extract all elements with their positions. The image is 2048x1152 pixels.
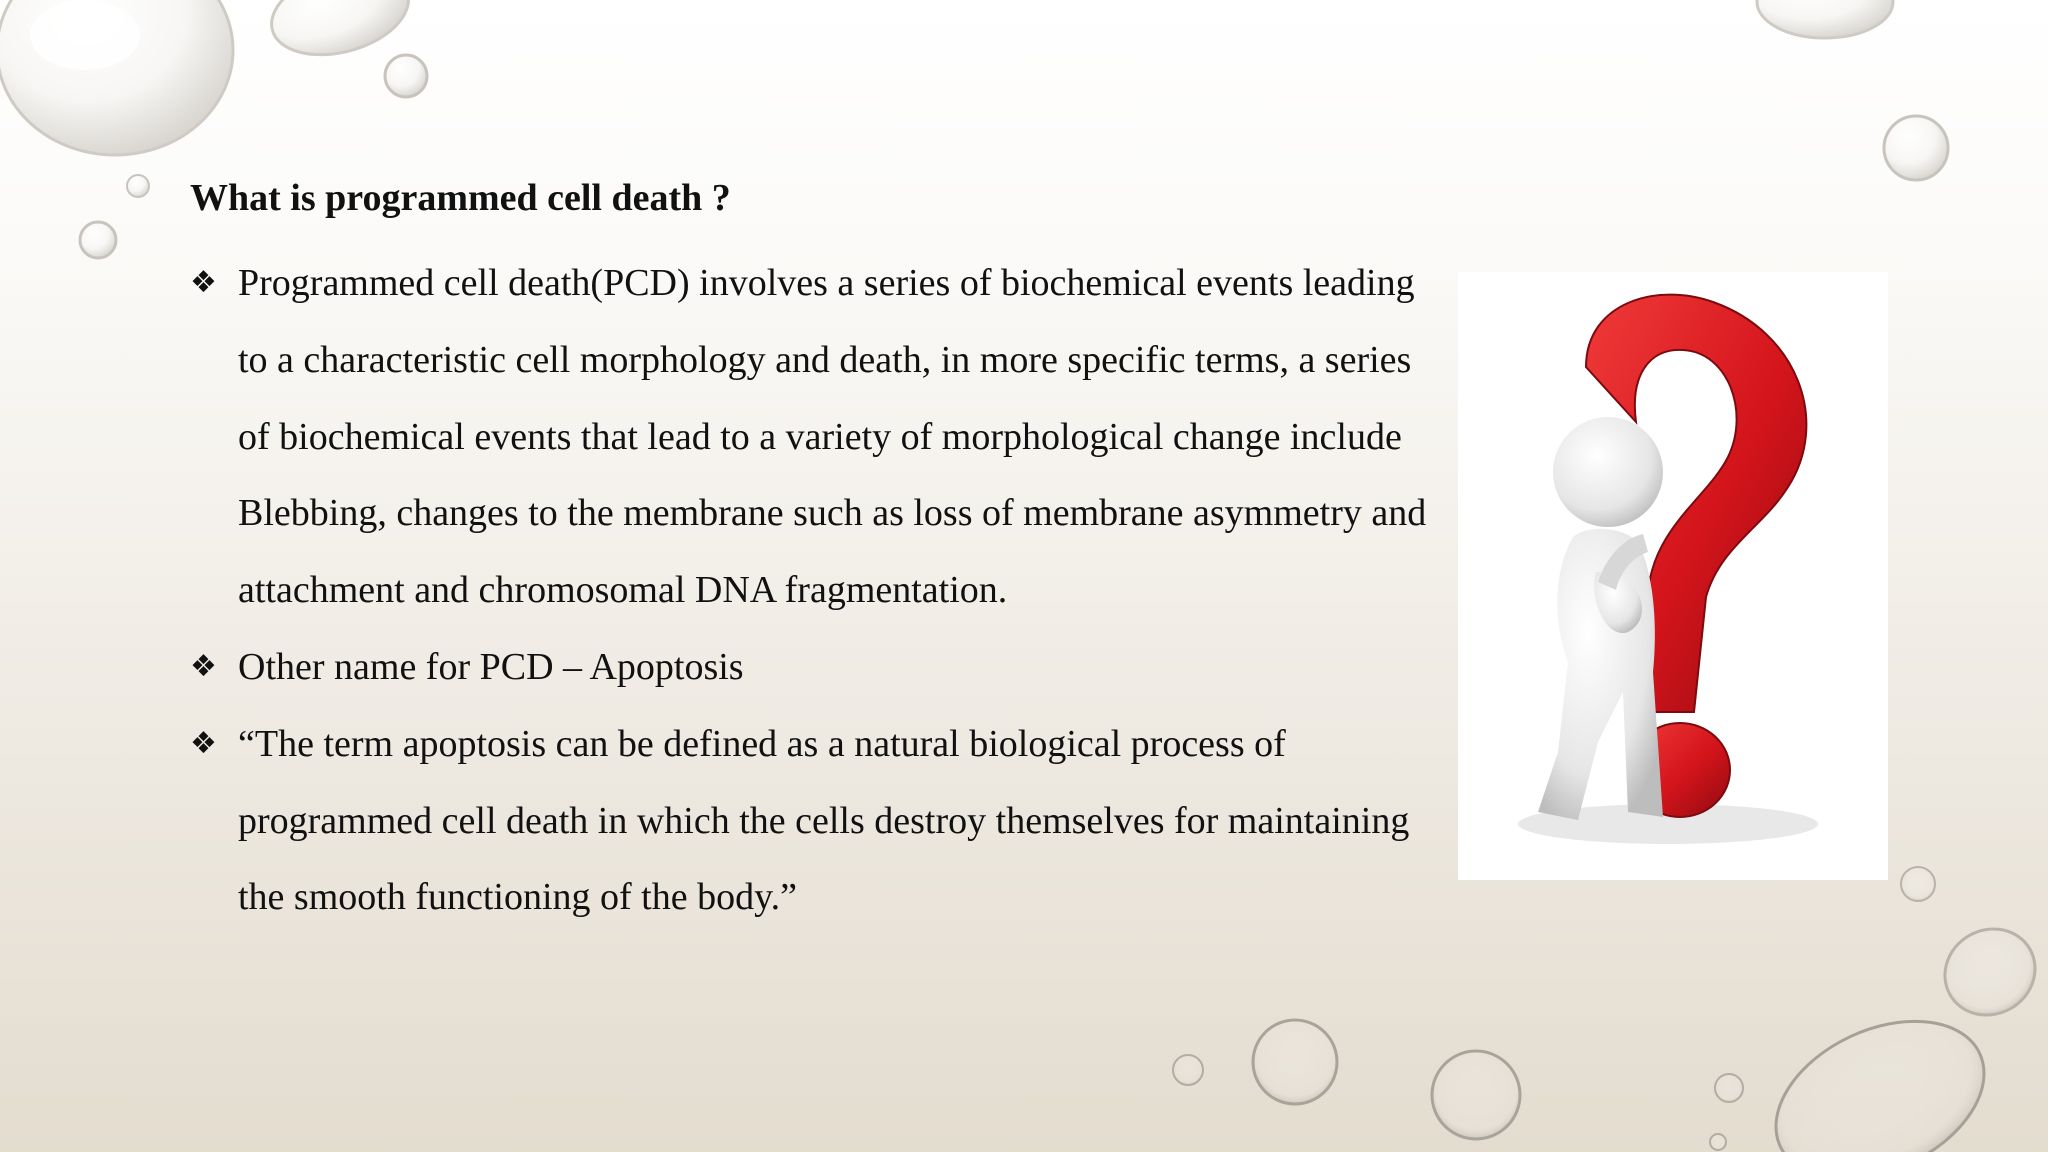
diamond-bullet-icon: ❖	[190, 265, 217, 300]
diamond-bullet-icon: ❖	[190, 725, 217, 761]
bullet-item-definition	[190, 245, 1440, 629]
slide-heading: What is programmed cell death ?	[190, 177, 731, 219]
bullet-text: Programmed cell death(PCD) involves a series of biochemical events leading to a characteristic cell morphology and death, in more specific terms, a series of biochemical events that lead to a variety of morphological change include Blebbing, changes to the membrane such as loss of membrane asymmetry and attachment and chromosomal DNA fragmentation.	[238, 262, 1427, 612]
thinking-figure-question-mark-icon	[1458, 272, 1888, 880]
bullet-item-other-name	[190, 629, 1440, 706]
question-figure-image	[1458, 272, 1888, 880]
diamond-bullet-icon: ❖	[190, 648, 217, 684]
bullet-text: “The term apoptosis can be defined as a natural biological process of programmed cell death in which the cells destroy themselves for maintaining the smooth functioning of the body.”	[238, 722, 1410, 919]
bullet-item-quote	[190, 706, 1440, 936]
bullet-list	[190, 245, 1440, 936]
slide-content	[190, 168, 1440, 936]
bullet-text: Other name for PCD – Apoptosis	[238, 645, 744, 688]
